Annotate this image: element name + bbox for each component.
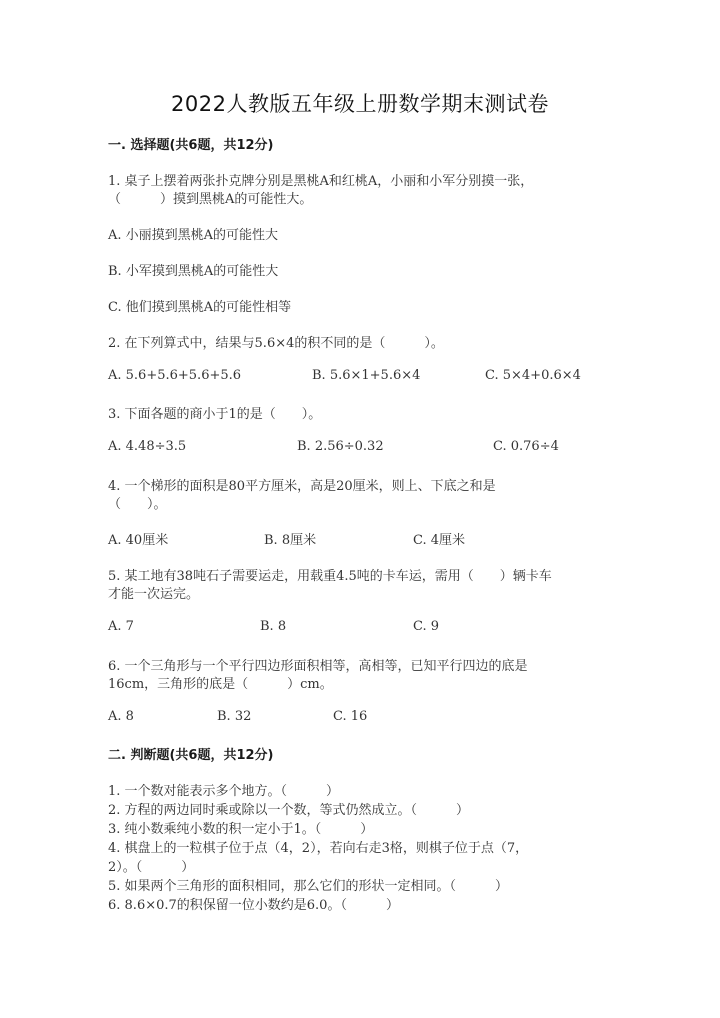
- judgment-6: 6. 8.6×0.7的积保留一位小数约是6.0。（ ）: [108, 898, 399, 913]
- judgment-5: 5. 如果两个三角形的面积相同，那么它们的形状一定相同。（ ）: [108, 879, 509, 894]
- question-4-option-a: A. 40厘米: [108, 533, 169, 548]
- question-5-line-2: 才能一次运完。: [108, 587, 200, 602]
- question-3-option-a: A. 4.48÷3.5: [108, 439, 187, 454]
- question-5-line-1: 5. 某工地有38吨石子需要运走，用载重4.5吨的卡车运，需用（ ）辆卡车: [108, 569, 552, 584]
- question-4-option-b: B. 8厘米: [264, 533, 317, 548]
- question-1-option-c: C. 他们摸到黑桃A的可能性相等: [108, 300, 292, 315]
- question-3-option-b: B. 2.56÷0.32: [297, 439, 384, 454]
- judgment-4-line-1: 4. 棋盘上的一粒棋子位于点（4，2），若向右走3格，则棋子位于点（7，: [108, 841, 529, 856]
- question-2-option-b: B. 5.6×1+5.6×4: [312, 368, 421, 383]
- question-6-line-2: 16cm，三角形的底是（ ）cm。: [108, 677, 333, 692]
- page-title: 2022人教版五年级上册数学期末测试卷: [171, 92, 549, 116]
- question-2-line-1: 2. 在下列算式中，结果与5.6×4的积不同的是（ ）。: [108, 336, 444, 351]
- question-6-line-1: 6. 一个三角形与一个平行四边形面积相等，高相等，已知平行四边的底是: [108, 659, 528, 674]
- judgment-2: 2. 方程的两边同时乘或除以一个数，等式仍然成立。（ ）: [108, 803, 470, 818]
- question-5-option-c: C. 9: [413, 619, 440, 634]
- section-heading-choice: 一. 选择题(共6题，共12分): [108, 138, 274, 153]
- question-6-option-b: B. 32: [217, 709, 252, 724]
- question-4-line-1: 4. 一个梯形的面积是80平方厘米，高是20厘米，则上、下底之和是: [108, 479, 496, 494]
- judgment-4-line-2: 2）。（ ）: [108, 860, 195, 875]
- question-2-option-c: C. 5×4+0.6×4: [485, 368, 581, 383]
- section-heading-true-false: 二. 判断题(共6题，共12分): [108, 748, 274, 763]
- question-5-option-b: B. 8: [260, 619, 287, 634]
- question-1-option-a: A. 小丽摸到黑桃A的可能性大: [108, 228, 279, 243]
- question-4-option-c: C. 4厘米: [413, 533, 466, 548]
- question-3-line-1: 3. 下面各题的商小于1的是（ ）。: [108, 407, 322, 422]
- question-3-option-c: C. 0.76÷4: [493, 439, 559, 454]
- question-1-option-b: B. 小军摸到黑桃A的可能性大: [108, 264, 279, 279]
- judgment-3: 3. 纯小数乘纯小数的积一定小于1。（ ）: [108, 822, 374, 837]
- judgment-1: 1. 一个数对能表示多个地方。（ ）: [108, 784, 340, 799]
- question-4-line-2: （ ）。: [108, 497, 167, 512]
- question-2-option-a: A. 5.6+5.6+5.6+5.6: [108, 368, 242, 383]
- question-1-line-2: （ ）摸到黑桃A的可能性大。: [108, 192, 313, 207]
- question-1-line-1: 1. 桌子上摆着两张扑克牌分别是黑桃A和红桃A，小丽和小军分别摸一张，: [108, 174, 534, 189]
- question-6-option-c: C. 16: [333, 709, 368, 724]
- question-6-option-a: A. 8: [108, 709, 134, 724]
- question-5-option-a: A. 7: [108, 619, 134, 634]
